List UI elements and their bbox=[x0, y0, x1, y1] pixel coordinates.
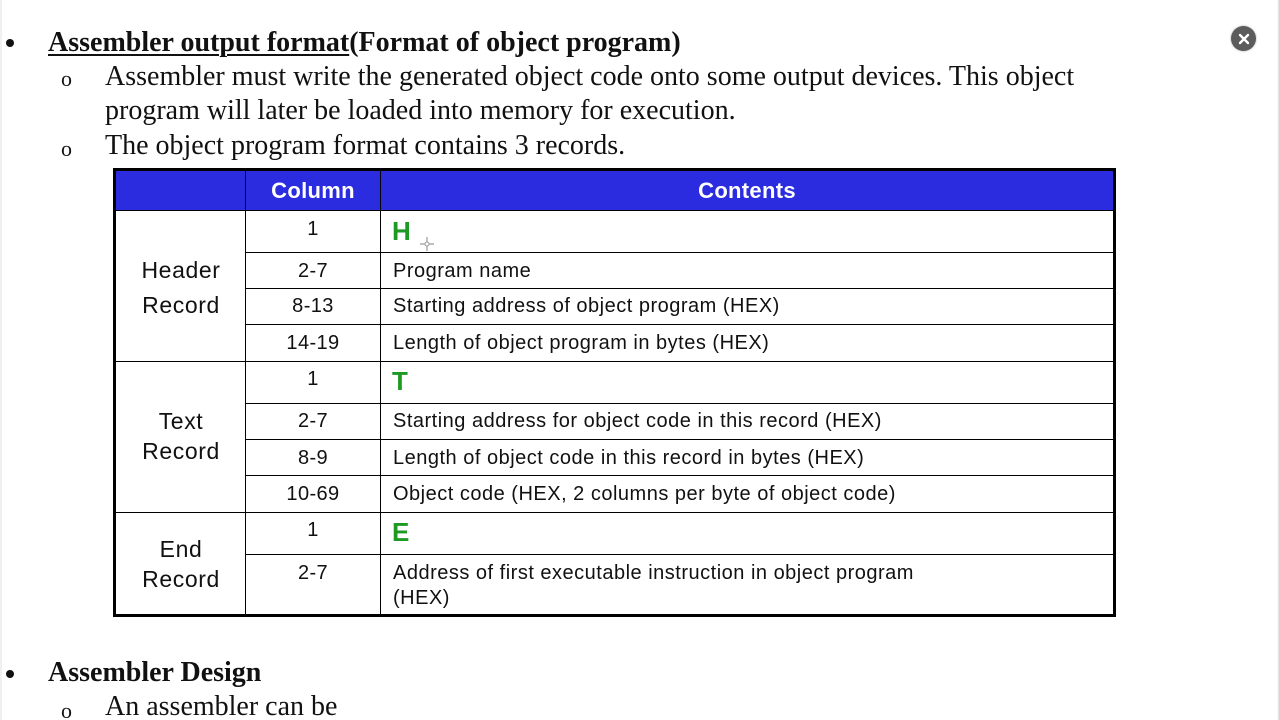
object-program-format-table bbox=[113, 168, 1116, 617]
section-1-heading-rest: (Format of object program) bbox=[349, 27, 681, 58]
table-cell-column: 8-13 bbox=[292, 295, 334, 317]
group-label-line: Record bbox=[142, 566, 220, 592]
section-2-item-1: An assembler can be bbox=[105, 691, 338, 720]
group-label-line: Record bbox=[142, 292, 220, 318]
table-cell-contents: Starting address for object code in this record (HEX) bbox=[393, 410, 882, 432]
section-1-heading-underlined: Assembler output format bbox=[48, 27, 350, 58]
close-button[interactable] bbox=[1231, 26, 1256, 51]
table-cell-column: 1 bbox=[307, 218, 319, 240]
table-cell-contents: Address of first executable instruction in object program bbox=[393, 562, 914, 584]
group-label-line: Text bbox=[158, 408, 204, 434]
table-cell-column: 2-7 bbox=[297, 410, 329, 432]
table-cell-contents: Starting address of object program (HEX) bbox=[393, 295, 780, 317]
page-left-edge bbox=[0, 0, 2, 720]
table-divider bbox=[245, 288, 1113, 289]
table-cell-column: 1 bbox=[307, 519, 319, 541]
table-cell-column: 10-69 bbox=[286, 483, 340, 505]
table-divider bbox=[116, 361, 1113, 362]
table-header-row bbox=[116, 171, 1113, 211]
record-type-letter-e: E bbox=[392, 517, 410, 547]
table-cell-contents: Object code (HEX, 2 columns per byte of object code) bbox=[393, 483, 896, 505]
table-divider bbox=[245, 475, 1113, 476]
table-divider bbox=[245, 324, 1113, 325]
section-1-heading bbox=[48, 26, 681, 60]
bullet-section-1 bbox=[6, 39, 14, 47]
crosshair-cursor-icon bbox=[420, 237, 434, 251]
table-divider bbox=[380, 171, 381, 614]
table-header-column: Column bbox=[271, 177, 355, 203]
table-header-contents: Contents bbox=[698, 177, 796, 203]
section-1-item-1-line-1: Assembler must write the generated object code onto some output devices. This object bbox=[105, 61, 1075, 92]
section-2-heading: Assembler Design bbox=[48, 657, 262, 688]
sub-bullet-marker: o bbox=[61, 136, 72, 161]
section-1-item-2: The object program format contains 3 records. bbox=[105, 130, 626, 161]
table-cell-column: 14-19 bbox=[286, 332, 340, 354]
table-cell-contents: Length of object code in this record in bytes (HEX) bbox=[393, 447, 865, 469]
table-cell-contents: (HEX) bbox=[393, 587, 450, 609]
table-cell-column: 1 bbox=[307, 368, 319, 390]
close-icon bbox=[1238, 33, 1250, 45]
table-divider bbox=[245, 439, 1113, 440]
section-1-item-1-line-2: program will later be loaded into memory for execution. bbox=[105, 95, 736, 126]
sub-bullet-marker: o bbox=[61, 66, 72, 91]
record-type-letter-t: T bbox=[392, 366, 408, 396]
table-cell-column: 2-7 bbox=[297, 260, 329, 282]
table-cell-column: 8-9 bbox=[297, 447, 329, 469]
table-divider bbox=[116, 512, 1113, 513]
group-label-text-record bbox=[116, 405, 246, 467]
group-label-header-record bbox=[116, 254, 246, 321]
table-cell-column: 2-7 bbox=[297, 562, 329, 584]
table-cell-contents: Length of object program in bytes (HEX) bbox=[393, 332, 770, 354]
bullet-section-2 bbox=[6, 670, 14, 678]
table-cell-contents: Program name bbox=[393, 260, 532, 282]
group-label-line: End bbox=[159, 536, 203, 562]
group-label-end-record bbox=[116, 533, 246, 595]
group-label-line: Header bbox=[141, 257, 221, 283]
record-type-letter-h: H bbox=[392, 216, 411, 246]
table-divider bbox=[245, 554, 1113, 555]
sub-bullet-marker: o bbox=[61, 698, 72, 720]
table-divider bbox=[245, 403, 1113, 404]
table-divider bbox=[245, 252, 1113, 253]
group-label-line: Record bbox=[142, 438, 220, 464]
